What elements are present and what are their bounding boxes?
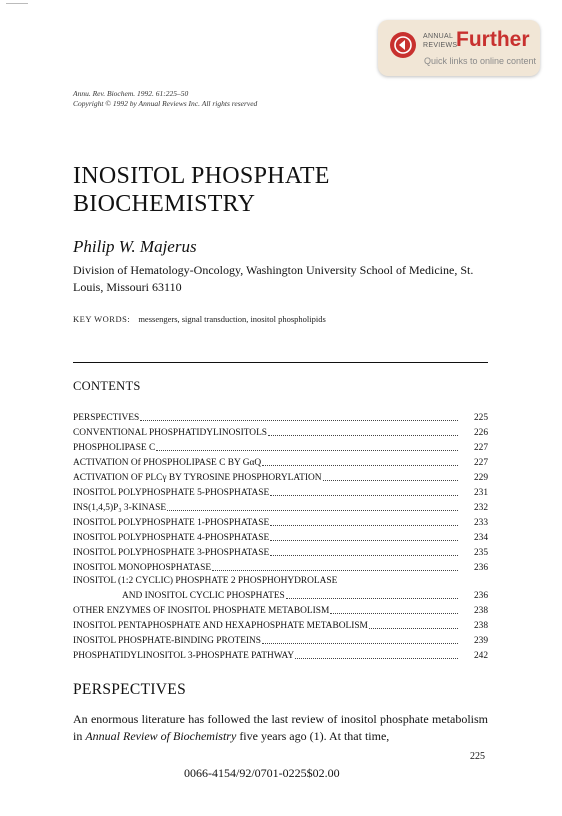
author-name: Philip W. Majerus (73, 237, 197, 256)
toc-leader (167, 509, 458, 511)
toc-page: 225 (473, 413, 488, 423)
toc-page: 229 (473, 473, 488, 483)
author-affiliation: Division of Hematology-Oncology, Washington University School of Medicine, St. Louis, Missouri 63110 (73, 263, 474, 294)
toc-page: 242 (473, 651, 488, 661)
toc-leader (330, 612, 458, 614)
keywords-label: KEY WORDS: (73, 314, 131, 324)
toc-page: 238 (473, 621, 488, 631)
section-divider (73, 362, 488, 363)
toc-label: AND INOSITOL CYCLIC PHOSPHATES (122, 591, 285, 601)
toc-label: CONVENTIONAL PHOSPHATIDYLINOSITOLS (73, 428, 268, 438)
toc-leader (268, 434, 458, 436)
title-line-2: BIOCHEMISTRY (73, 191, 256, 217)
toc-leader (270, 524, 458, 526)
toc-page: 227 (473, 443, 488, 453)
banner-annual-label: ANNUAL (423, 33, 454, 40)
toc-label: INOSITOL POLYPHOSPHATE 3-PHOSPHATASE (73, 548, 270, 558)
toc-page: 233 (473, 518, 488, 528)
annual-reviews-further-banner[interactable] (378, 20, 540, 76)
keywords (73, 314, 326, 324)
toc-entry[interactable] (73, 631, 488, 646)
toc-label: ACTIVATION OF PLCγ BY TYROSINE PHOSPHORYLATION (73, 473, 322, 483)
toc-label: INOSITOL (1:2 CYCLIC) PHOSPHATE 2 PHOSPHOHYDROLASE (73, 576, 338, 586)
toc-label: PHOSPHATIDYLINOSITOL 3-PHOSPHATE PATHWAY (73, 651, 295, 661)
journal-name-italic: Annual Review of Biochemistry (85, 729, 237, 743)
toc-entry[interactable] (73, 423, 488, 438)
toc-leader (369, 627, 458, 629)
toc-label: ACTIVATION Of PHOSPHOLIPASE C BY GαQ (73, 458, 262, 468)
toc-label: OTHER ENZYMES OF INOSITOL PHOSPHATE METABOLISM (73, 606, 330, 616)
keywords-text: messengers, signal transduction, inositol phospholipids (138, 314, 326, 324)
toc-entry[interactable] (73, 616, 488, 631)
contents-heading: CONTENTS (73, 379, 141, 393)
toc-label: INOSITOL POLYPHOSPHATE 5-PHOSPHATASE (73, 488, 270, 498)
toc-label: INOSITOL MONOPHOSPHATASE (73, 563, 212, 573)
toc-page: 236 (473, 591, 488, 601)
toc-label: INOSITOL PHOSPHATE-BINDING PROTEINS (73, 636, 262, 646)
toc-page: 235 (473, 548, 488, 558)
toc-entry[interactable] (73, 646, 488, 661)
toc-leader (270, 539, 458, 541)
toc-page: 236 (473, 563, 488, 573)
toc-label: INS(1,4,5)P₃ 3-KINASE (73, 503, 167, 513)
toc-label: PERSPECTIVES (73, 413, 140, 423)
toc-leader (262, 464, 458, 466)
body-text-part-1: An enormous literature has followed the last review of inositol phosphate metabolism in (73, 712, 488, 743)
banner-reviews-label: REVIEWS (423, 42, 458, 49)
banner-further-label: Further (456, 28, 530, 51)
toc-leader (140, 419, 458, 421)
toc-entry[interactable] (73, 573, 488, 586)
toc-page: 231 (473, 488, 488, 498)
further-logo-icon (390, 32, 416, 58)
toc-entry[interactable] (73, 468, 488, 483)
body-text-part-2: five years ago (1). At that time, (236, 729, 390, 743)
toc-leader (323, 479, 458, 481)
toc-leader (286, 597, 458, 599)
toc-entry[interactable] (73, 498, 488, 513)
citation-line-2: Copyright © 1992 by Annual Reviews Inc. All rights reserved (73, 99, 258, 108)
page-number: 225 (470, 751, 485, 762)
banner-tagline: Quick links to online content (424, 56, 537, 66)
toc-label: PHOSPHOLIPASE C (73, 443, 156, 453)
toc-entry[interactable] (73, 453, 488, 468)
table-of-contents (73, 408, 488, 661)
toc-page: 226 (473, 428, 488, 438)
toc-leader (212, 569, 458, 571)
toc-page: 227 (473, 458, 488, 468)
citation-line-1: Annu. Rev. Biochem. 1992. 61:225–50 (73, 89, 189, 98)
toc-entry[interactable] (73, 543, 488, 558)
journal-citation (73, 89, 257, 109)
toc-page: 234 (473, 533, 488, 543)
toc-leader (156, 449, 458, 451)
toc-leader (270, 494, 458, 496)
toc-entry[interactable] (73, 483, 488, 498)
toc-page: 239 (473, 636, 488, 646)
toc-entry[interactable] (73, 438, 488, 453)
toc-entry[interactable] (73, 528, 488, 543)
footer-code: 0066-4154/92/0701-0225$02.00 (184, 766, 340, 780)
toc-label: INOSITOL POLYPHOSPHATE 1-PHOSPHATASE (73, 518, 270, 528)
toc-entry[interactable] (73, 513, 488, 528)
section-heading-perspectives: PERSPECTIVES (73, 681, 186, 698)
title-line-1: INOSITOL PHOSPHATE (73, 163, 330, 189)
toc-page: 238 (473, 606, 488, 616)
toc-entry[interactable] (73, 601, 488, 616)
top-edge-mark (6, 3, 28, 4)
toc-entry-continuation[interactable] (73, 586, 488, 601)
body-paragraph (73, 711, 488, 745)
article-title (73, 162, 330, 218)
toc-leader (295, 657, 458, 659)
toc-label: INOSITOL PENTAPHOSPHATE AND HEXAPHOSPHATE METABOLISM (73, 621, 368, 631)
toc-leader (262, 642, 458, 644)
toc-leader (270, 554, 458, 556)
toc-label: INOSITOL POLYPHOSPHATE 4-PHOSPHATASE (73, 533, 270, 543)
toc-page: 232 (473, 503, 488, 513)
toc-entry[interactable] (73, 558, 488, 573)
toc-entry[interactable] (73, 408, 488, 423)
